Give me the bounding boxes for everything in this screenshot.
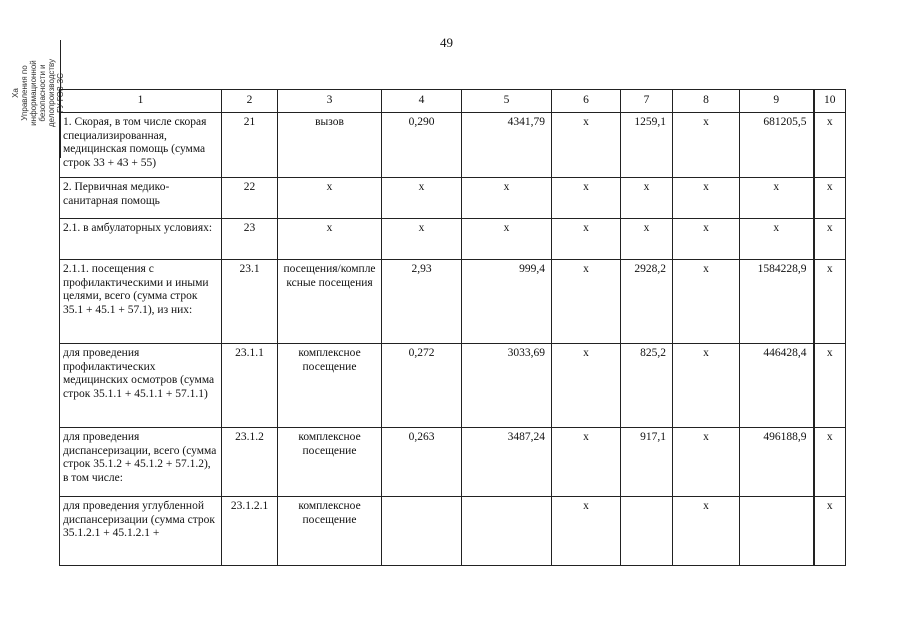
- stamp-line: Ха: [11, 88, 20, 98]
- stamp-line: ГУ ГОЗ-ЗС: [56, 73, 65, 113]
- cell-col6: х: [552, 178, 621, 219]
- row-name: 2.1. в амбулаторных условиях:: [60, 219, 222, 260]
- cell-col9: 1584228,9: [740, 260, 814, 344]
- row-line-number: 23.1.2: [222, 428, 278, 497]
- cell-col4: 2,93: [382, 260, 462, 344]
- cell-col8: х: [673, 428, 740, 497]
- cell-col7: 1259,1: [621, 113, 673, 178]
- cell-col8: х: [673, 344, 740, 428]
- header-cell: 6: [552, 90, 621, 113]
- cell-col7: 917,1: [621, 428, 673, 497]
- header-cell: 4: [382, 90, 462, 113]
- header-row: [60, 90, 846, 113]
- cell-col10: х: [814, 497, 846, 566]
- cell-col4: 0,290: [382, 113, 462, 178]
- cell-col8: х: [673, 113, 740, 178]
- cell-col5: 3487,24: [462, 428, 552, 497]
- cell-col8: х: [673, 219, 740, 260]
- table-row: [60, 178, 846, 219]
- header-cell: 8: [673, 90, 740, 113]
- row-name: 2. Первичная медико-санитарная помощь: [60, 178, 222, 219]
- cell-col6: х: [552, 113, 621, 178]
- cell-col10: х: [814, 260, 846, 344]
- cell-col4: 0,272: [382, 344, 462, 428]
- cell-col8: х: [673, 260, 740, 344]
- row-line-number: 23.1: [222, 260, 278, 344]
- row-name: 1. Скорая, в том числе скорая специализированная, медицинская помощь (сумма строк 33 + 43 + 55): [60, 113, 222, 178]
- registration-stamp: [11, 38, 65, 148]
- table-row: [60, 428, 846, 497]
- header-cell: 2: [222, 90, 278, 113]
- cell-col6: х: [552, 344, 621, 428]
- cell-col5: [462, 497, 552, 566]
- row-line-number: 21: [222, 113, 278, 178]
- row-name: 2.1.1. посещения с профилактическими и иными целями, всего (сумма строк 35.1 + 45.1 + 57.1), из них:: [60, 260, 222, 344]
- row-line-number: 23.1.1: [222, 344, 278, 428]
- header-cell: 5: [462, 90, 552, 113]
- cell-col10: х: [814, 113, 846, 178]
- cell-col7: х: [621, 178, 673, 219]
- row-line-number: 23.1.2.1: [222, 497, 278, 566]
- header-cell: 3: [278, 90, 382, 113]
- header-cell: 7: [621, 90, 673, 113]
- cell-col8: х: [673, 497, 740, 566]
- stamp-line: безопасности и делопроизводству: [38, 58, 56, 128]
- cell-col7: [621, 497, 673, 566]
- row-name: для проведения диспансеризации, всего (сумма строк 35.1.2 + 45.1.2 + 57.1.2), в том числе:: [60, 428, 222, 497]
- cell-col4: 0,263: [382, 428, 462, 497]
- row-line-number: 23: [222, 219, 278, 260]
- data-table: [59, 89, 846, 566]
- cell-col9: 681205,5: [740, 113, 814, 178]
- cell-col9: 446428,4: [740, 344, 814, 428]
- cell-col5: х: [462, 178, 552, 219]
- page-number: 49: [440, 35, 453, 50]
- cell-col5: 999,4: [462, 260, 552, 344]
- cell-col7: 2928,2: [621, 260, 673, 344]
- header-cell: 1: [60, 90, 222, 113]
- row-unit: комплексное посещение: [278, 344, 382, 428]
- row-name: для проведения углубленной диспансеризации (сумма строк 35.1.2.1 + 45.1.2.1 +: [60, 497, 222, 566]
- header-cell: 9: [740, 90, 814, 113]
- stamp-line: Управления по информационной: [20, 60, 38, 126]
- row-line-number: 22: [222, 178, 278, 219]
- row-unit: комплексное посещение: [278, 428, 382, 497]
- cell-col4: [382, 497, 462, 566]
- cell-col8: х: [673, 178, 740, 219]
- header-cell: 10: [814, 90, 846, 113]
- row-unit: вызов: [278, 113, 382, 178]
- cell-col9: 496188,9: [740, 428, 814, 497]
- cell-col10: х: [814, 428, 846, 497]
- cell-col10: х: [814, 219, 846, 260]
- row-unit: посещения/комплексные посещения: [278, 260, 382, 344]
- cell-col9: [740, 497, 814, 566]
- table-row: [60, 260, 846, 344]
- row-unit: комплексное посещение: [278, 497, 382, 566]
- cell-col9: х: [740, 219, 814, 260]
- cell-col9: х: [740, 178, 814, 219]
- cell-col5: х: [462, 219, 552, 260]
- cell-col7: х: [621, 219, 673, 260]
- cell-col5: 4341,79: [462, 113, 552, 178]
- row-unit: х: [278, 219, 382, 260]
- cell-col10: х: [814, 344, 846, 428]
- row-name: для проведения профилактических медицинских осмотров (сумма строк 35.1.1 + 45.1.1 + 57.1.1): [60, 344, 222, 428]
- table-row: [60, 219, 846, 260]
- cell-col6: х: [552, 497, 621, 566]
- cell-col7: 825,2: [621, 344, 673, 428]
- table-row: [60, 344, 846, 428]
- cell-col10: х: [814, 178, 846, 219]
- cell-col4: х: [382, 178, 462, 219]
- cell-col6: х: [552, 219, 621, 260]
- cell-col4: х: [382, 219, 462, 260]
- table-row: [60, 497, 846, 566]
- row-unit: х: [278, 178, 382, 219]
- cell-col6: х: [552, 428, 621, 497]
- cell-col5: 3033,69: [462, 344, 552, 428]
- cell-col6: х: [552, 260, 621, 344]
- table-row: [60, 113, 846, 178]
